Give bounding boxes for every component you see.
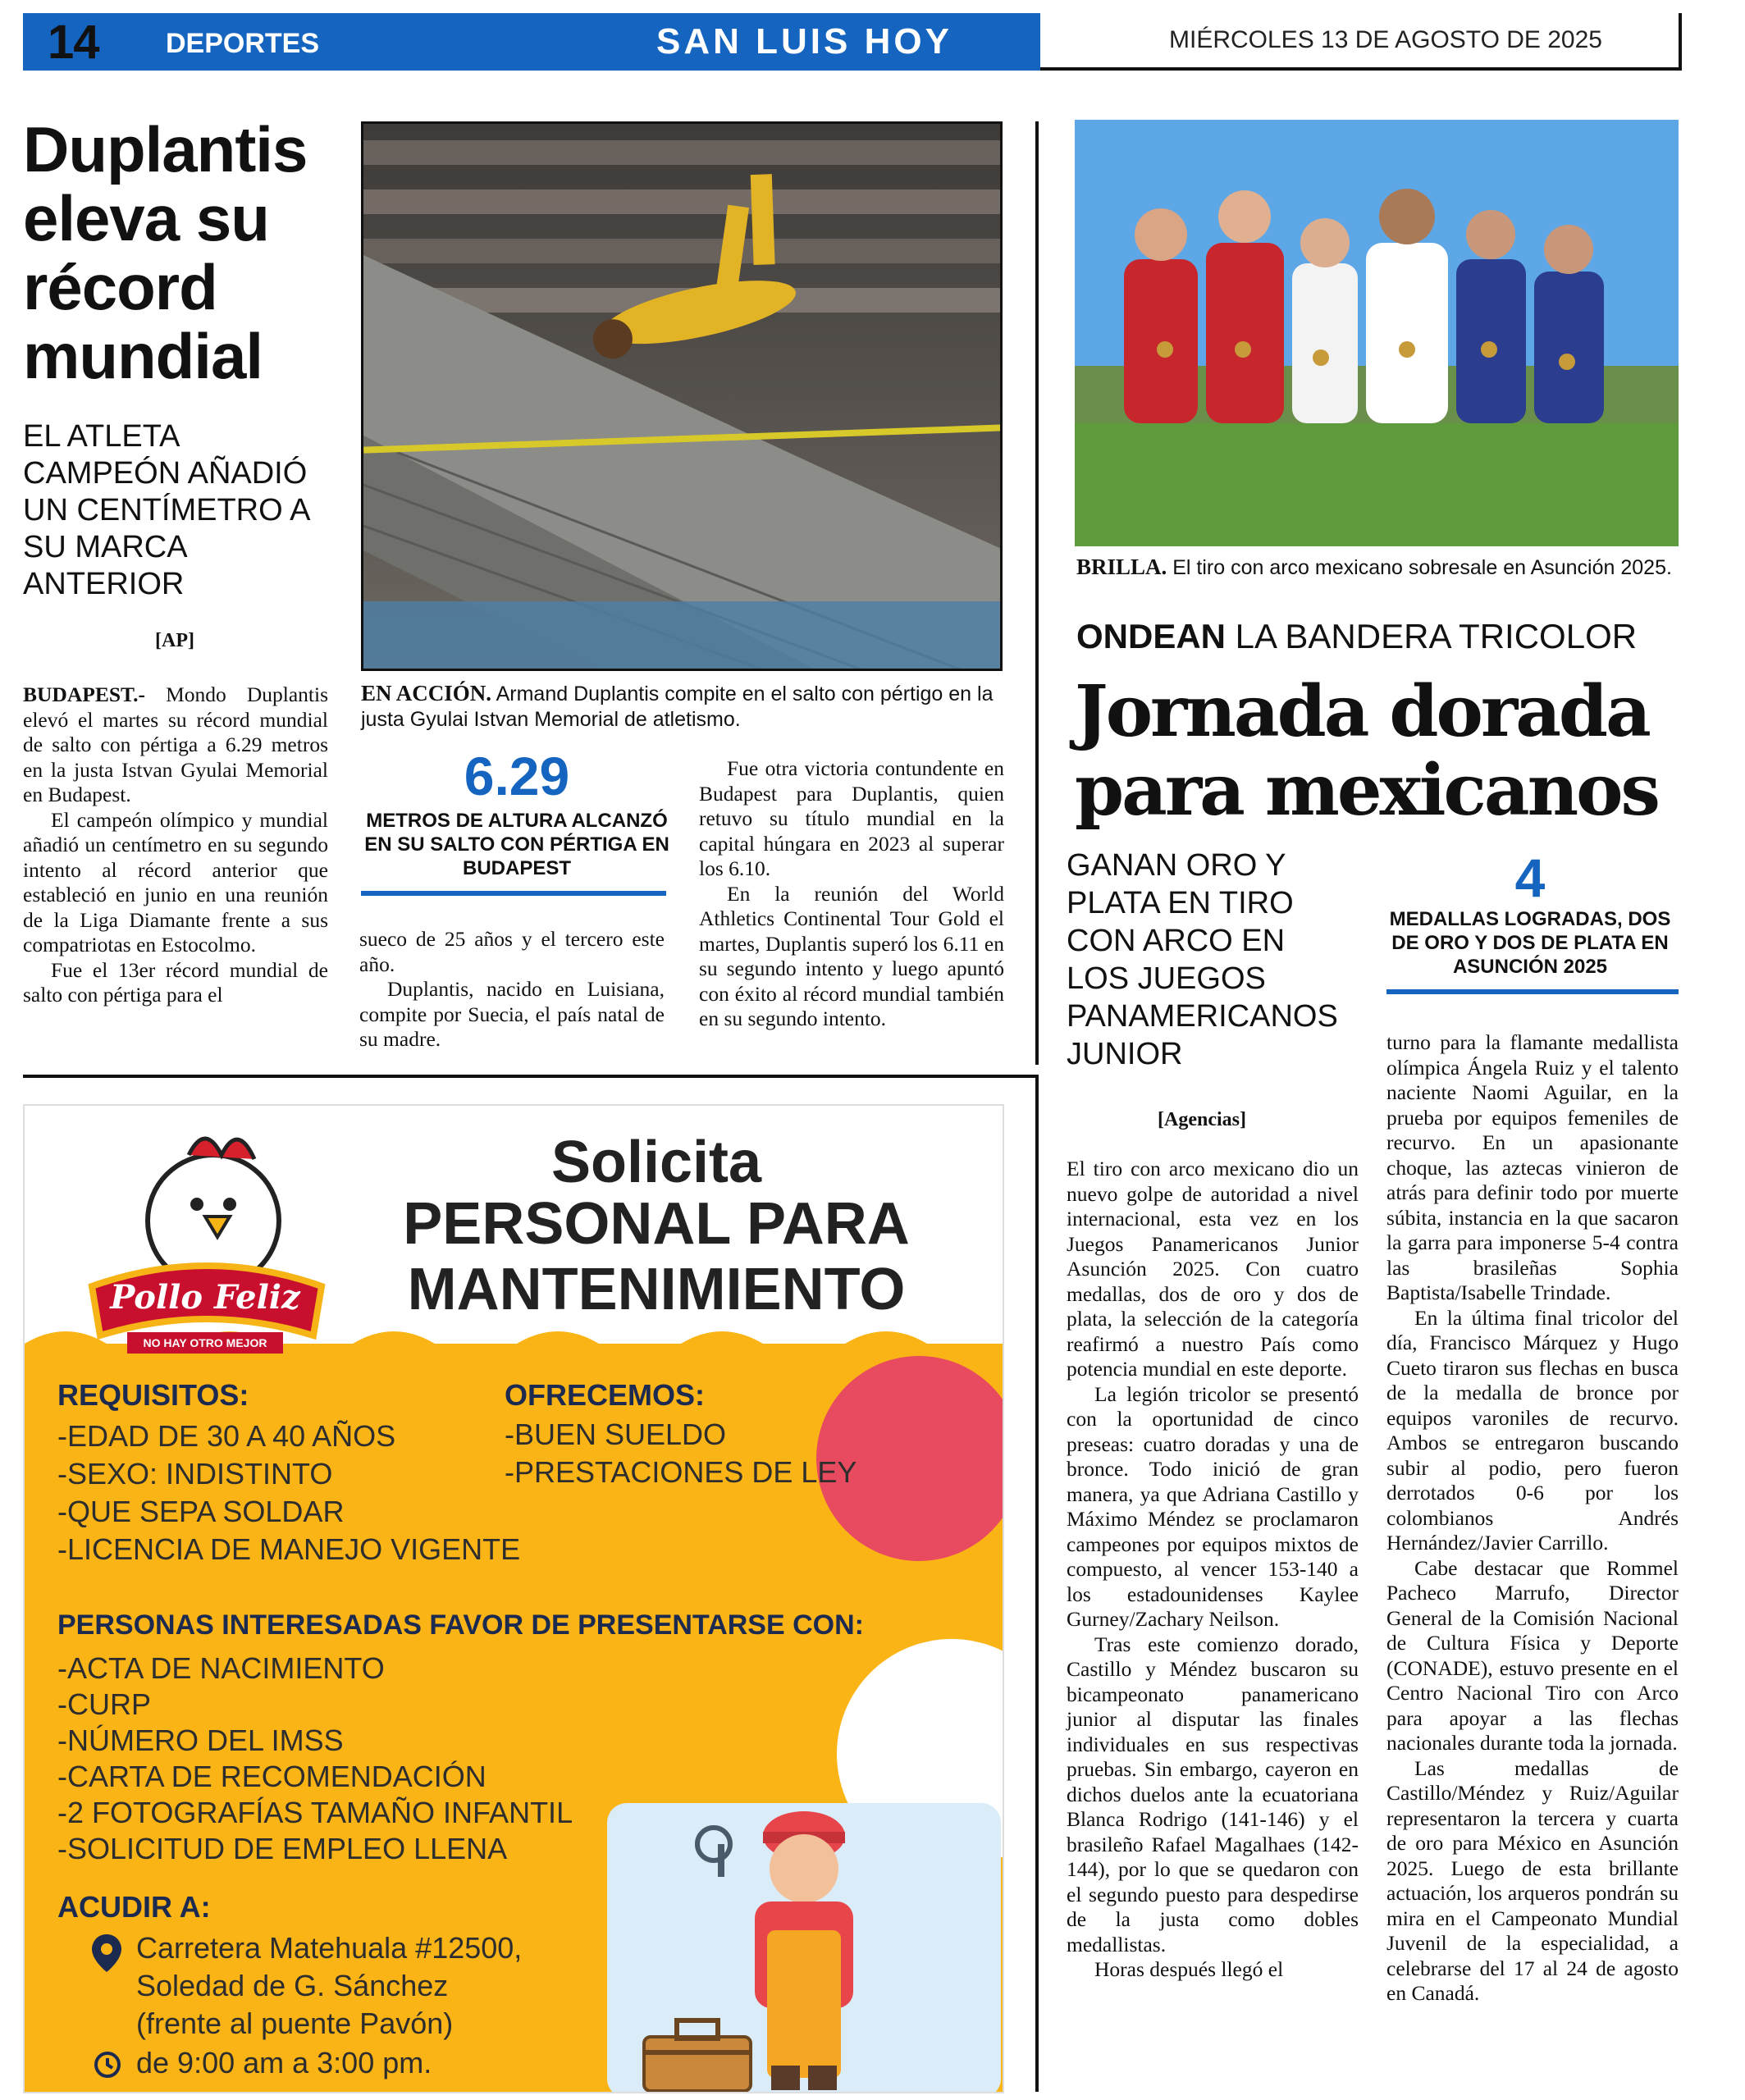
duplantis-column-1 bbox=[23, 682, 328, 1008]
column-divider bbox=[1035, 121, 1039, 1065]
caption-lead: BRILLA. bbox=[1076, 555, 1167, 579]
paragraph: Las medallas de Castillo/Méndez y Ruiz/Aguilar representaron la tercera y cuarta de oro para México en Asunción 2025. Luego de esta brillante actuación, los arqueros pondrán su mira en el Campeonato Mundial Juvenil de la especialidad, a celebrarse del 17 al 24 de agosto en Canadá. bbox=[1386, 1755, 1679, 2005]
paragraph: Fue otra victoria contundente en Budapest para Duplantis, quien retuvo su título mundial en la capital húngara en 2023 al superar los 6.10. bbox=[699, 756, 1004, 880]
clock-icon bbox=[94, 2051, 121, 2079]
list-item: -2 FOTOGRAFÍAS TAMAÑO INFANTIL bbox=[57, 1796, 573, 1829]
newspaper-name: SAN LUIS HOY bbox=[656, 21, 952, 62]
ad-title-solicita: Solicita bbox=[550, 1130, 762, 1195]
list-item: -BUEN SUELDO bbox=[505, 1418, 727, 1451]
location-pin-icon bbox=[90, 1933, 123, 1974]
kicker-rest: LA BANDERA TRICOLOR bbox=[1226, 617, 1638, 655]
ad-title-position bbox=[320, 1191, 993, 1322]
ofrecemos-title: OFRECEMOS: bbox=[505, 1378, 706, 1412]
ad-title-line: PERSONAL PARA bbox=[403, 1191, 910, 1257]
issue-date: MIÉRCOLES 13 DE AGOSTO DE 2025 bbox=[1169, 26, 1602, 53]
paragraph: turno para la flamante medallista olímpica Ángela Ruiz y el talento naciente Naomi Aguilar, en la prueba por equipos femeniles de recurvo. En un apasionante choque, las aztecas vinieron de atrás para definir todo por muerte súbita, instancia en la que sacaron la garra para imponerse 5-4 contra las brasileñas Sophia Baptista/Isabelle Trindade. bbox=[1386, 1030, 1679, 1304]
ofrecemos-list bbox=[505, 1416, 857, 1491]
paragraph: Tras este comienzo dorado, Castillo y Méndez buscaron su bicampeonato panamericano junior al disputar las finales individuales en sus respectivas pruebas. Sin embargo, cayeron en dichos duelos ante la ecuatoriana Blanca Rodrigo (141-146) y el brasileño Rafael Magalhaes (142-144), por lo que se quedaron con el segundo puesto para despedirse de la justa como dobles medallistas. bbox=[1067, 1632, 1359, 1956]
archery-deck: GANAN ORO Y PLATA EN TIRO CON ARCO EN LOS JUEGOS PANAMERICANOS JUNIOR bbox=[1067, 848, 1338, 1071]
list-item: -CARTA DE RECOMENDACIÓN bbox=[57, 1760, 486, 1793]
dateline: BUDAPEST.- bbox=[23, 682, 146, 706]
paragraph: En la última final tricolor del día, Francisco Márquez y Hugo Cueto tiraron sus flechas en busca de la medalla de bronce por equipos varoniles de recurvo. Ambos se entregaron buscando subir al podio, pero fueron derrotados 0-6 por los colombianos Andrés Hernández/Javier Carrillo. bbox=[1386, 1305, 1679, 1554]
paragraph: Fue el 13er récord mundial de salto con pértiga para el bbox=[23, 957, 328, 1007]
pole-vault-photo-icon bbox=[363, 124, 1003, 671]
job-advertisement bbox=[23, 1104, 1004, 2093]
duplantis-column-3 bbox=[699, 756, 1004, 1032]
address-line: Carretera Matehuala #12500, bbox=[136, 1931, 523, 1965]
paragraph: En la reunión del World Athletics Continental Tour Gold el martes, Duplantis superó los 6.11 en su segundo intento y luego apuntó con éxito al récord mundial también en su segundo intento. bbox=[699, 881, 1004, 1030]
stat-number: 6.29 bbox=[464, 746, 570, 806]
archery-team-photo bbox=[1075, 120, 1679, 546]
address-line: (frente al puente Pavón) bbox=[136, 2006, 454, 2040]
archery-kicker bbox=[1076, 617, 1637, 656]
stat-rule bbox=[361, 891, 666, 896]
duplantis-photo bbox=[361, 121, 1003, 671]
requisitos-title: REQUISITOS: bbox=[57, 1378, 249, 1412]
paragraph: sueco de 25 años y el tercero este año. bbox=[359, 927, 665, 976]
duplantis-photo-caption bbox=[361, 681, 1009, 733]
archery-headline: Jornada dorada para mexicanos bbox=[1075, 670, 1658, 832]
documentos-title: PERSONAS INTERESADAS FAVOR DE PRESENTARSE CON: bbox=[57, 1609, 864, 1641]
list-item: -EDAD DE 30 A 40 AÑOS bbox=[57, 1419, 396, 1453]
medalists-photo-icon bbox=[1075, 120, 1679, 546]
caption-lead: EN ACCIÓN. bbox=[361, 681, 492, 705]
stat-rule bbox=[1386, 989, 1679, 994]
stat-description: METROS DE ALTURA ALCANZÓ EN SU SALTO CON PÉRTIGA EN BUDAPEST bbox=[364, 810, 669, 879]
header-vertical-rule bbox=[1679, 13, 1682, 71]
address-line: Soledad de G. Sánchez bbox=[136, 1969, 449, 2002]
archery-column-1 bbox=[1067, 1157, 1359, 1983]
ad-vertical-rule bbox=[1035, 1075, 1039, 2092]
header-rule bbox=[1040, 67, 1682, 71]
list-item: -CURP bbox=[57, 1687, 151, 1721]
list-item: -LICENCIA DE MANEJO VIGENTE bbox=[57, 1532, 521, 1566]
list-item: -SOLICITUD DE EMPLEO LLENA bbox=[57, 1832, 508, 1865]
paragraph: Cabe destacar que Rommel Pacheco Marrufo, Director General de la Comisión Nacional de Cultura Física y Deporte (CONADE), estuvo presente en el Centro Nacional Tiro con Arco para apoyar a las flechas nacionales durante toda la jornada. bbox=[1386, 1555, 1679, 1755]
address bbox=[136, 1929, 522, 2043]
list-item: -PRESTACIONES DE LEY bbox=[505, 1455, 857, 1489]
acudir-title: ACUDIR A: bbox=[57, 1890, 211, 1924]
ad-top-rule bbox=[23, 1075, 1037, 1078]
caption-text: El tiro con arco mexicano sobresale en Asunción 2025. bbox=[1167, 556, 1672, 579]
paragraph: El campeón olímpico y mundial añadió un centímetro en su segundo intento al récord anterior que estableció en junio en una reunión de la Liga Diamante frente a sus compatriotas en Estocolmo. bbox=[23, 807, 328, 956]
archery-column-2 bbox=[1386, 1030, 1679, 2006]
stat-number: 4 bbox=[1514, 847, 1546, 908]
duplantis-deck: EL ATLETA CAMPEÓN AÑADIÓ UN CENTÍMETRO A SU MARCA ANTERIOR bbox=[23, 419, 309, 601]
ad-title-line: MANTENIMIENTO bbox=[407, 1257, 906, 1322]
section-name: DEPORTES bbox=[166, 28, 320, 59]
duplantis-column-2 bbox=[359, 927, 665, 1052]
paragraph: Horas después llegó el bbox=[1094, 1957, 1284, 1981]
list-item: -NÚMERO DEL IMSS bbox=[57, 1723, 344, 1757]
list-item: -ACTA DE NACIMIENTO bbox=[57, 1651, 385, 1685]
documentos-list bbox=[57, 1650, 573, 1867]
office-hours: de 9:00 am a 3:00 pm. bbox=[136, 2046, 432, 2079]
paragraph: La legión tricolor se presentó con la oportunidad de cinco preseas: cuatro doradas y una de bronce. Todo inició de gran manera, ya que Adriana Castillo y Máximo Méndez se proclamaron campeones por equipos mixtos de compuesto, al vencer 153-140 a los estadounidenses Kaylee Gurney/Zachary Neilson. bbox=[1067, 1381, 1359, 1631]
brand-slogan: NO HAY OTRO MEJOR bbox=[127, 1332, 283, 1354]
paragraph: Mondo Duplantis elevó el martes su récord mundial de salto con pértiga a 6.29 metros en la justa Istvan Gyulai Memorial en Budapest. bbox=[23, 682, 328, 806]
duplantis-agency: [AP] bbox=[155, 630, 194, 651]
page-number: 14 bbox=[48, 16, 99, 69]
stat-description: MEDALLAS LOGRADAS, DOS DE ORO Y DOS DE PLATA EN ASUNCIÓN 2025 bbox=[1389, 908, 1671, 978]
kicker-bold: ONDEAN bbox=[1076, 617, 1227, 655]
brand-name: Pollo Feliz bbox=[110, 1278, 300, 1317]
list-item: -QUE SEPA SOLDAR bbox=[57, 1495, 345, 1528]
duplantis-headline: Duplantis eleva su récord mundial bbox=[23, 113, 308, 392]
list-item: -SEXO: INDISTINTO bbox=[57, 1457, 333, 1491]
caption-text: Armand Duplantis compite en el salto con pértigo en la justa Gyulai Istvan Memorial de atletismo. bbox=[361, 682, 994, 731]
archery-photo-caption bbox=[1076, 555, 1683, 580]
paragraph: Duplantis, nacido en Luisiana, compite por Suecia, el país natal de su madre. bbox=[359, 977, 665, 1051]
requisitos-list bbox=[57, 1418, 520, 1568]
paragraph: El tiro con arco mexicano dio un nuevo golpe de autoridad a nivel internacional, esta vez en los Juegos Panamericanos Junior Asunción 2025. Con cuatro medallas, dos de oro y dos de plata, la selección de la categoría reafirmó a nuestro País como potencia mundial en este deporte. bbox=[1067, 1157, 1359, 1381]
archery-agency: [Agencias] bbox=[1158, 1109, 1246, 1130]
toolbox-icon bbox=[636, 2004, 759, 2093]
